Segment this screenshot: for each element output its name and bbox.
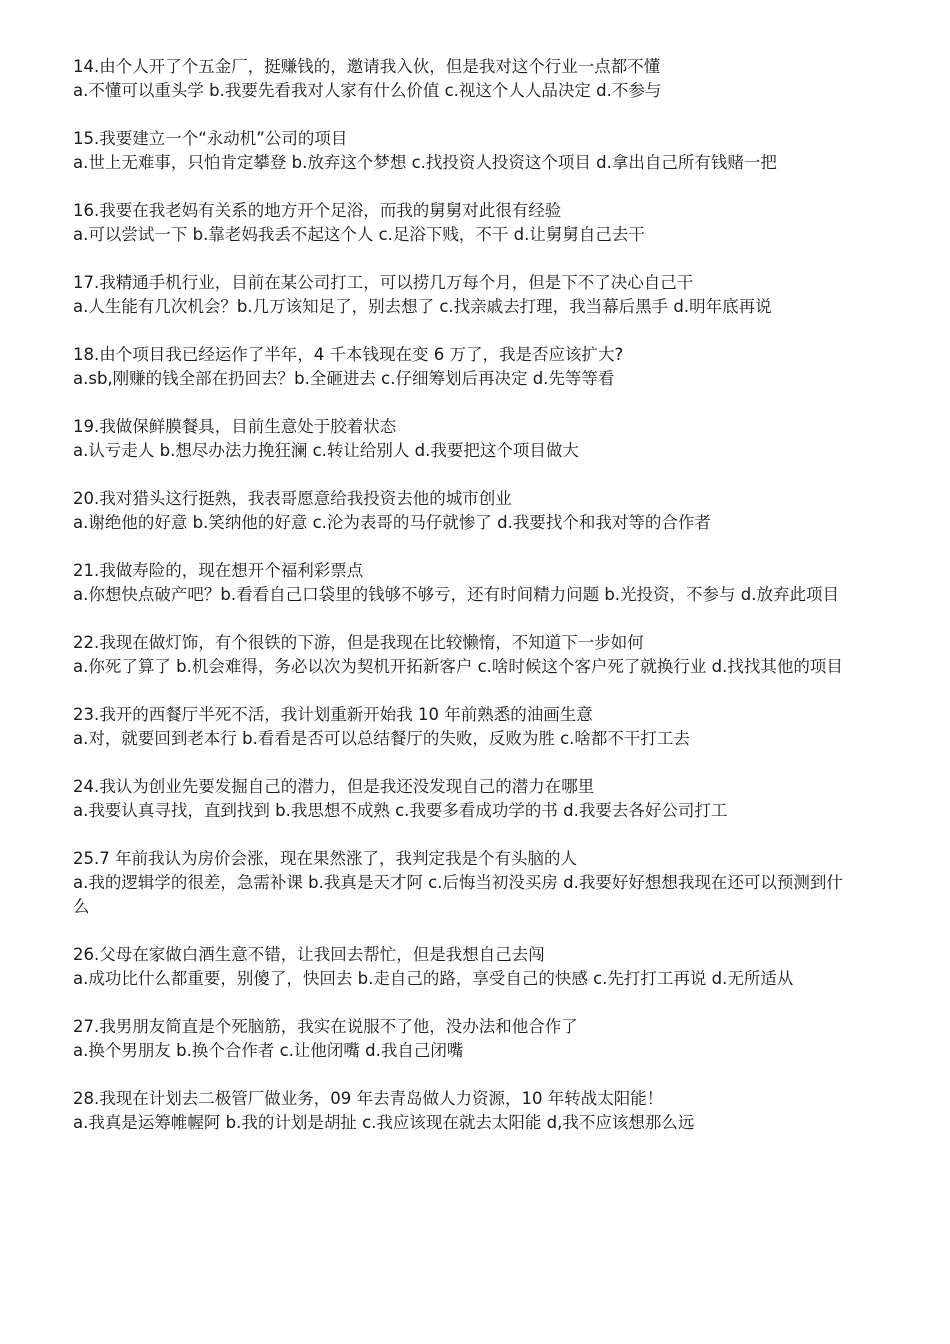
answer-options: a.谢绝他的好意 b.笑纳他的好意 c.沦为表哥的马仔就惨了 d.我要找个和我对等的合作者 — [73, 513, 711, 532]
question-text: 19.我做保鲜膜餐具，目前生意处于胶着状态 — [73, 417, 397, 436]
question-text: 23.我开的西餐厅半死不活，我计划重新开始我 10 年前熟悉的油画生意 — [73, 705, 593, 724]
answer-options: a.对，就要回到老本行 b.看看是否可以总结餐厅的失败，反败为胜 c.啥都不干打工去 — [73, 729, 690, 748]
question-text: 20.我对猎头这行挺熟，我表哥愿意给我投资去他的城市创业 — [73, 489, 512, 508]
question-28 — [73, 1087, 853, 1135]
question-18 — [73, 343, 853, 391]
answer-options: a.换个男朋友 b.换个合作者 c.让他闭嘴 d.我自己闭嘴 — [73, 1041, 464, 1060]
question-text: 25.7 年前我认为房价会涨，现在果然涨了，我判定我是个有头脑的人 — [73, 849, 577, 868]
answer-options: a.可以尝试一下 b.靠老妈我丢不起这个人 c.足浴下贱，不干 d.让舅舅自己去干 — [73, 225, 645, 244]
question-19 — [73, 415, 853, 463]
answer-options: a.我的逻辑学的很差，急需补课 b.我真是天才阿 c.后悔当初没买房 d.我要好好想想我现在还可以预测到什么 — [73, 873, 843, 916]
answer-options: a.你想快点破产吧？b.看看自己口袋里的钱够不够亏，还有时间精力问题 b.光投资，不参与 d.放弃此项目 — [73, 585, 840, 604]
question-17 — [73, 271, 853, 319]
question-24 — [73, 775, 853, 823]
answer-options: a.人生能有几次机会？b.几万该知足了，别去想了 c.找亲戚去打理，我当幕后黑手 d.明年底再说 — [73, 297, 772, 316]
answer-options: a.我要认真寻找，直到找到 b.我思想不成熟 c.我要多看成功学的书 d.我要去各好公司打工 — [73, 801, 728, 820]
question-text: 16.我要在我老妈有关系的地方开个足浴，而我的舅舅对此很有经验 — [73, 201, 562, 220]
question-27 — [73, 1015, 853, 1063]
question-15 — [73, 127, 853, 175]
question-21 — [73, 559, 853, 607]
question-20 — [73, 487, 853, 535]
question-text: 18.由个项目我已经运作了半年，4 千本钱现在变 6 万了，我是否应该扩大? — [73, 345, 624, 364]
question-text: 22.我现在做灯饰，有个很铁的下游，但是我现在比较懒惰，不知道下一步如何 — [73, 633, 644, 652]
question-text: 21.我做寿险的，现在想开个福利彩票点 — [73, 561, 364, 580]
answer-options: a.你死了算了 b.机会难得，务必以次为契机开拓新客户 c.啥时候这个客户死了就换行业 d.找找其他的项目 — [73, 657, 843, 676]
answer-options: a.不懂可以重头学 b.我要先看我对人家有什么价值 c.视这个人人品决定 d.不参与 — [73, 81, 662, 100]
answer-options: a.认亏走人 b.想尽办法力挽狂澜 c.转让给别人 d.我要把这个项目做大 — [73, 441, 579, 460]
question-14 — [73, 55, 853, 103]
question-23 — [73, 703, 853, 751]
question-text: 26.父母在家做白酒生意不错，让我回去帮忙，但是我想自己去闯 — [73, 945, 545, 964]
question-26 — [73, 943, 853, 991]
question-text: 17.我精通手机行业，目前在某公司打工，可以捞几万每个月，但是下不了决心自己干 — [73, 273, 694, 292]
document-page — [73, 55, 853, 1159]
answer-options: a.世上无难事，只怕肯定攀登 b.放弃这个梦想 c.找投资人投资这个项目 d.拿出自己所有钱赌一把 — [73, 153, 777, 172]
question-text: 15.我要建立一个“永动机”公司的项目 — [73, 129, 348, 148]
question-16 — [73, 199, 853, 247]
question-22 — [73, 631, 853, 679]
question-text: 27.我男朋友简直是个死脑筋，我实在说服不了他，没办法和他合作了 — [73, 1017, 578, 1036]
question-text: 24.我认为创业先要发掘自己的潜力，但是我还没发现自己的潜力在哪里 — [73, 777, 595, 796]
answer-options: a.sb,刚赚的钱全部在扔回去？b.全砸进去 c.仔细筹划后再决定 d.先等等看 — [73, 369, 615, 388]
answer-options: a.成功比什么都重要，别傻了，快回去 b.走自己的路，享受自己的快感 c.先打打工再说 d.无所适从 — [73, 969, 794, 988]
question-text: 28.我现在计划去二极管厂做业务，09 年去青岛做人力资源，10 年转战太阳能！ — [73, 1089, 664, 1108]
question-text: 14.由个人开了个五金厂，挺赚钱的，邀请我入伙，但是我对这个行业一点都不懂 — [73, 57, 661, 76]
answer-options: a.我真是运筹帷幄阿 b.我的计划是胡扯 c.我应该现在就去太阳能 d,我不应该想那么远 — [73, 1113, 695, 1132]
question-25 — [73, 847, 853, 919]
